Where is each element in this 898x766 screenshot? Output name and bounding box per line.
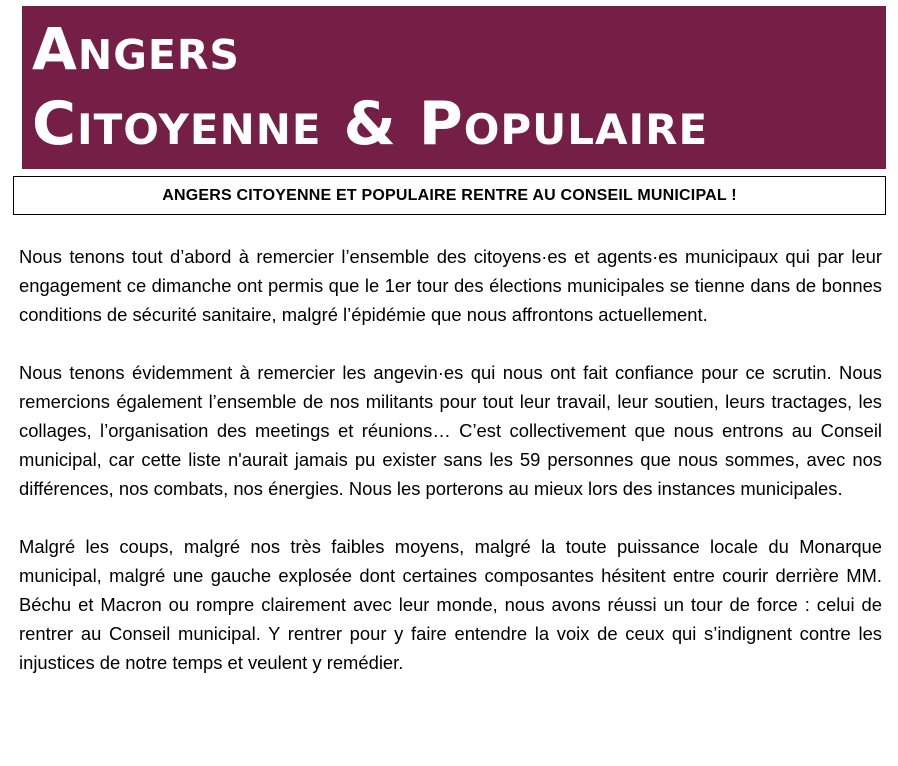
banner-title-line-2: Citoyenne & Populaire	[32, 89, 709, 159]
title-banner	[22, 6, 886, 169]
paragraph-2: Nous tenons évidemment à remercier les angevin·es qui nous ont fait confiance pour ce scrutin. Nous remercions également l’ensemble de nos militants pour tout leur travail, leur soutien, leurs tractages, les collages, l’organisation des meetings et réunions… C’est collectivement que nous entrons au Conseil municipal, car cette liste n'aurait jamais pu exister sans les 59 personnes que nous sommes, avec nos différences, nos combats, nos énergies. Nous les porterons au mieux lors des instances municipales.	[19, 362, 882, 499]
article-body	[19, 242, 882, 706]
paragraph-3: Malgré les coups, malgré nos très faibles moyens, malgré la toute puissance locale du Monarque municipal, malgré une gauche explosée dont certaines composantes hésitent entre courir derrière MM. Béchu et Macron ou rompre clairement avec leur monde, nous avons réussi un tour de force : celui de rentrer au Conseil municipal. Y rentrer pour y faire entendre la voix de ceux qui s’indignent contre les injustices de notre temps et veulent y remédier.	[19, 536, 882, 673]
headline: ANGERS CITOYENNE ET POPULAIRE RENTRE AU CONSEIL MUNICIPAL !	[162, 186, 737, 204]
paragraph-1: Nous tenons tout d’abord à remercier l’ensemble des citoyens·es et agents·es municipaux qui par leur engagement ce dimanche ont permis que le 1er tour des élections municipales se tienne dans de bonnes conditions de sécurité sanitaire, malgré l’épidémie que nous affrontons actuellement.	[19, 246, 882, 325]
headline-box	[13, 176, 886, 215]
banner-title-line-1: Angers	[32, 15, 240, 83]
